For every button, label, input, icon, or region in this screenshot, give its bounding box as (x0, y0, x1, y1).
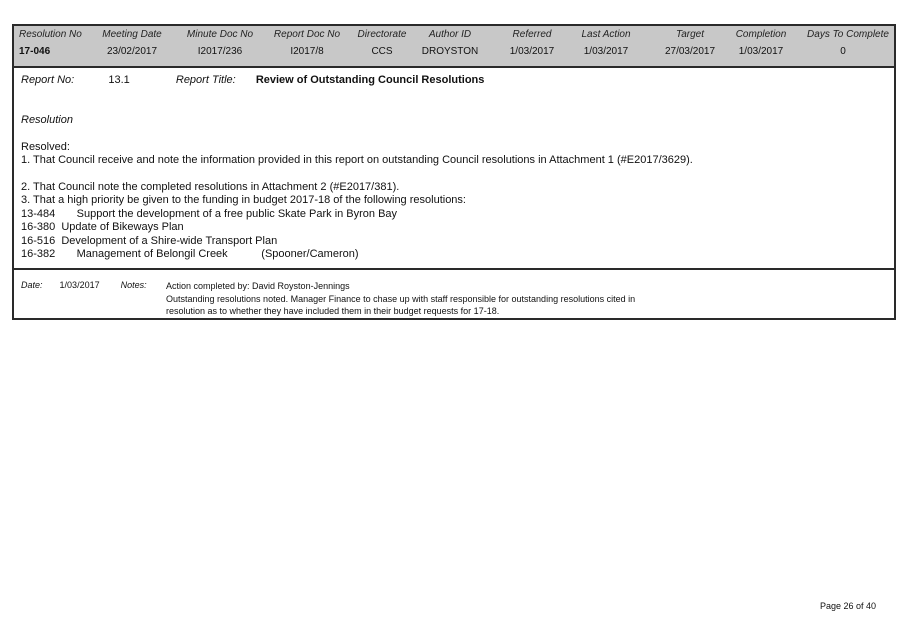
label-referred: Referred (512, 29, 552, 40)
resolution-line: 16-382 Management of Belongil Creek (Spooner/Cameron) (21, 248, 359, 260)
date-value: 1/03/2017 (59, 280, 100, 290)
value-last-action: 1/03/2017 (583, 46, 629, 57)
resolution-line: 16-380 Update of Bikeways Plan (21, 221, 184, 233)
label-directorate: Directorate (357, 29, 407, 40)
value-resolution-no: 17-046 (19, 46, 51, 57)
label-target: Target (676, 29, 704, 40)
label-completion: Completion (735, 29, 787, 40)
resolution-body (21, 114, 693, 262)
spacer (21, 128, 693, 141)
value-author-id: DROYSTON (421, 46, 479, 57)
label-days-to-complete: Days To Complete (807, 29, 889, 40)
notes-text (166, 280, 635, 318)
value-completion: 1/03/2017 (738, 46, 784, 57)
date-label: Date: (21, 280, 43, 290)
value-days-to-complete: 0 (840, 46, 846, 57)
spacer (21, 168, 693, 181)
resolution-line: 2. That Council note the completed resolutions in Attachment 2 (#E2017/381). (21, 180, 400, 193)
value-report-doc-no: I2017/8 (290, 46, 324, 57)
resolution-line: Resolved: (21, 140, 70, 153)
report-title-row (21, 74, 484, 86)
notes-line: resolution as to whether they have included them in their budget requests for 17-18. (166, 306, 500, 316)
notes-label: Notes: (120, 280, 147, 290)
report-title-label: Report Title: (175, 74, 236, 86)
report-title-value: Review of Outstanding Council Resolutions (255, 74, 485, 86)
report-section (12, 68, 896, 270)
value-target: 27/03/2017 (664, 46, 716, 57)
notes-section (12, 270, 896, 320)
notes-line: Outstanding resolutions noted. Manager Finance to chase up with staff responsible for outstanding resolutions cited in (166, 293, 636, 304)
value-referred: 1/03/2017 (509, 46, 555, 57)
resolution-line: 13-484 Support the development of a free public Skate Park in Byron Bay (21, 207, 398, 220)
value-minute-doc-no: I2017/236 (197, 46, 243, 57)
page-number: Page 26 of 40 (819, 601, 876, 611)
resolution-heading: Resolution (21, 114, 73, 126)
notes-line: Action completed by: David Royston-Jennings (166, 281, 350, 291)
label-report-doc-no: Report Doc No (273, 29, 341, 40)
report-no-value: 13.1 (108, 74, 130, 86)
resolution-line: 1. That Council receive and note the information provided in this report on outstanding Council resolutions in Attachment 1 (#E2017/3629). (21, 154, 693, 166)
report-no-label: Report No: (21, 74, 75, 86)
label-minute-doc-no: Minute Doc No (186, 29, 254, 40)
value-meeting-date: 23/02/2017 (106, 46, 158, 57)
resolution-line: 3. That a high priority be given to the funding in budget 2017-18 of the following resolutions: (21, 194, 466, 206)
label-resolution-no: Resolution No (19, 29, 82, 40)
value-directorate: CCS (371, 46, 393, 57)
label-author-id: Author ID (428, 29, 472, 40)
resolution-record (12, 24, 896, 320)
label-meeting-date: Meeting Date (102, 29, 162, 40)
label-last-action: Last Action (581, 29, 631, 40)
resolution-line: 16-516 Development of a Shire-wide Transport Plan (21, 234, 278, 247)
notes-row (21, 280, 636, 316)
record-header (12, 24, 896, 68)
